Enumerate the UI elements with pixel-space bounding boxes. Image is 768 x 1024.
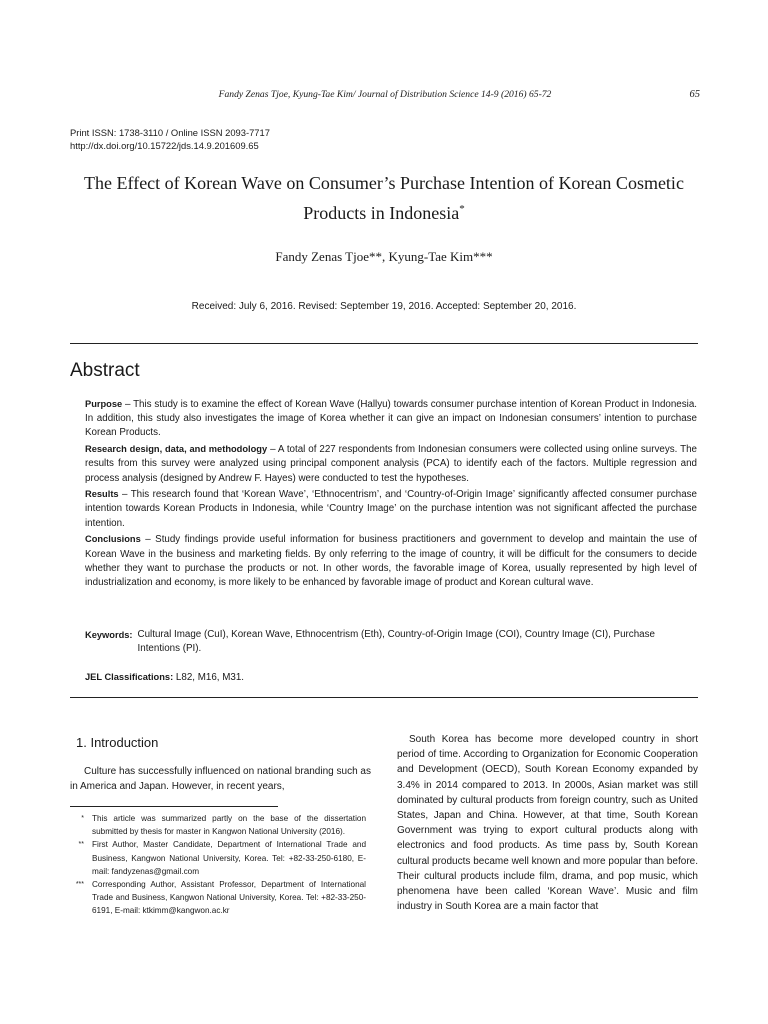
footnote-mark: ** <box>78 841 84 849</box>
footnote-text: First Author, Master Candidate, Department of International Trade and Business, Kangwon National University, Korea. Tel: +82-33-250-6180, E-mail: fandyzenas@gmail.com <box>92 840 366 876</box>
footnote-text: Corresponding Author, Assistant Professor, Department of International Trade and Business, Kangwon National University, Korea. Tel: +82-33-250-6191, E-mail: ktkimm@kangwon.ac.kr <box>92 880 366 916</box>
bottom-divider <box>70 697 698 698</box>
keywords-text: Cultural Image (CuI), Korean Wave, Ethnocentrism (Eth), Country-of-Origin Image (COI), Country Image (CI), Purchase Intentions (PI). <box>137 629 655 654</box>
footnote <box>70 838 366 878</box>
issn-block <box>70 126 270 152</box>
authors: Fandy Zenas Tjoe**, Kyung-Tae Kim*** <box>275 249 493 264</box>
running-head: Fandy Zenas Tjoe, Kyung-Tae Kim/ Journal of Distribution Science 14-9 (2016) 65-72 <box>218 89 552 100</box>
jel-label: JEL Classifications: <box>85 672 174 682</box>
received-dates: Received: July 6, 2016. Revised: September 19, 2016. Accepted: September 20, 2016. <box>191 301 577 312</box>
intro-left-paragraph: Culture has successfully influenced on national branding such as in America and Japan. However, in recent years, <box>70 766 371 792</box>
footnote-mark: * <box>81 815 84 822</box>
abstract-conclusions <box>85 532 697 590</box>
abstract-purpose <box>85 397 697 441</box>
footnote-text: This article was summarized partly on the base of the dissertation submitted by thesis for master in Kangwon National University (2016). <box>92 814 366 837</box>
footnote-divider <box>70 806 278 807</box>
design-label: Research design, data, and methodology <box>85 444 268 455</box>
jel-classifications <box>85 672 244 683</box>
page-number: 65 <box>689 89 700 100</box>
title-footnote-mark: * <box>459 203 465 215</box>
paper-title <box>70 170 698 226</box>
purpose-text: – This study is to examine the effect of Korean Wave (Hallyu) towards consumer purchase intention of Korean Product in Indonesia. In addition, this study also investigates the image of Korea whether it can give an impact on Indonesian consumers’ intention to purchase Korean Products. <box>85 399 697 439</box>
jel-text: L82, M16, M31. <box>175 672 244 683</box>
footnote <box>70 812 366 838</box>
doi-link[interactable]: http://dx.doi.org/10.15722/jds.14.9.201609.65 <box>70 140 259 151</box>
issn-line: Print ISSN: 1738-3110 / Online ISSN 2093-7717 <box>70 127 270 138</box>
purpose-label: Purpose <box>85 399 123 409</box>
abstract-body <box>85 397 697 592</box>
results-label: Results <box>85 489 119 500</box>
footnote <box>70 878 366 918</box>
abstract-design <box>85 442 697 486</box>
conclusions-label: Conclusions <box>85 534 141 545</box>
abstract-results <box>85 487 697 531</box>
footnotes <box>70 812 366 918</box>
design-text: – A total of 227 respondents from Indonesian consumers were collected using online surveys. The results from this survey were analyzed using principal component analysis (PCA) to identify each of the factors. Multiple regression and process analysis (designed by Andrew F. Hayes) were conducted to test the hypotheses. <box>85 444 698 484</box>
footnote-mark: *** <box>75 881 84 889</box>
conclusions-text: – Study findings provide useful information for business practitioners and government to develop and maintain the use of Korean Wave in the business and marketing fields. By only referring to the image of country, it will be difficult for the consumers to decide whether they want to purchase the products or not. In other words, the favorable image of Korea, usually represented by high level of industrialization and economy, is more likely to be enhanced by favorable image of product and Korean cultural wave. <box>85 534 697 588</box>
keywords <box>85 628 697 656</box>
title-text: The Effect of Korean Wave on Consumer’s Purchase Intention of Korean Cosmetic Products in Indonesia <box>84 173 684 223</box>
abstract-heading: Abstract <box>70 360 140 381</box>
section-heading-introduction: 1. Introduction <box>76 735 159 750</box>
intro-right-paragraph: South Korea has become more developed country in short period of time. According to Organization for Economic Cooperation and Development (OECD), South Korean Economy expanded by 3.4% in 2014 compared to 2013. In 2000s, Asian market was still dominated by cultural products from foreign country, such as United States, Japan and China. However, at that time, South Korean Government was trying to export cultural products along with electronics and food products. As time pass by, South Korean cultural products became well known and more popular than before. Their cultural products include film, drama, and pop music, which phenomena have been called ‘Korean Wave’. Music and film industry in South Korea are a main factor that <box>397 734 698 913</box>
keywords-label: Keywords: <box>85 630 133 640</box>
results-text: – This research found that ‘Korean Wave’, ‘Ethnocentrism’, and ‘Country-of-Origin Image’ significantly affected consumer purchase intention towards Korean Products in Indonesia, while ‘Country Image’ on the purchase intention was not significant affected the purchase intention. <box>85 489 697 529</box>
top-divider <box>70 343 698 344</box>
